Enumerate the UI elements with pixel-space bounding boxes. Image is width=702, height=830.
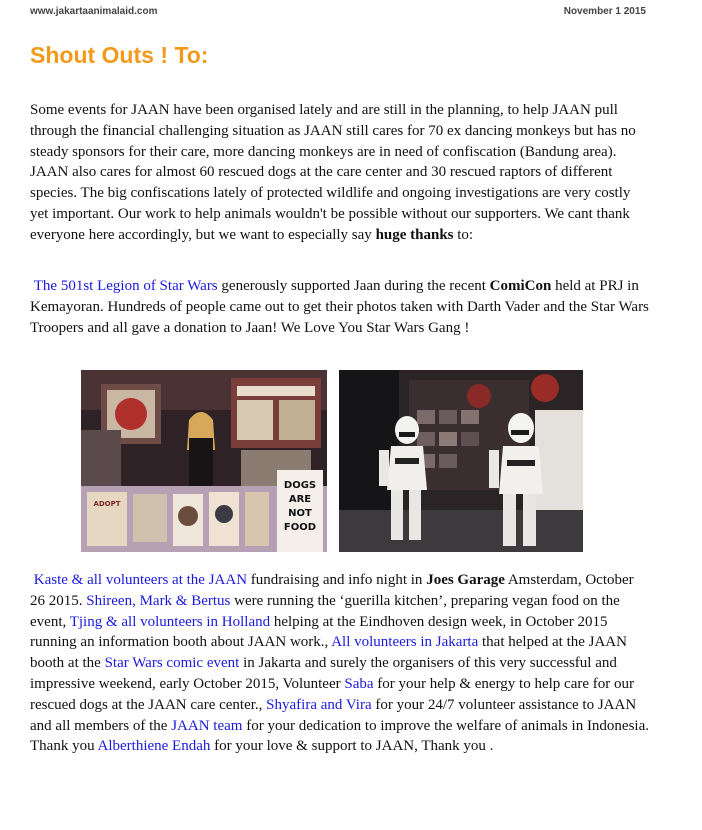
intro-end: to:: [453, 226, 474, 243]
sign-adopt: ADOPT: [93, 500, 121, 508]
intro-bold-thanks: huge thanks: [375, 226, 454, 243]
sign-dogs: DOGS: [283, 480, 317, 491]
volunteers-text-8: for your 24/7 volunteer assistance to JAAN and all members of the: [30, 696, 637, 734]
photo-jaan-booth: [81, 370, 327, 552]
starwars-bold-comicon: ComiCon: [489, 278, 552, 294]
volunteers-paragraph: [30, 570, 652, 757]
starwars-text-2: held at PRJ in Kemayoran. Hundreds of people came out to get their photos taken with Darth Vader and the Star Wars Troopers and all gave a donation to Jaan! We Love You Star Wars Gang !: [30, 278, 649, 336]
intro-paragraph: [30, 100, 652, 246]
link-501st-legion[interactable]: The 501st Legion of Star Wars: [33, 278, 218, 294]
volunteers-text-10: for your love & support to JAAN, Thank you .: [210, 738, 494, 755]
website-url[interactable]: www.jakartaanimalaid.com: [30, 6, 158, 17]
link-alberthiene-endah[interactable]: Alberthiene Endah: [97, 738, 211, 755]
starwars-paragraph: [30, 276, 652, 338]
sign-not: NOT: [288, 508, 312, 519]
volunteers-text-4: helping at the Eindhoven design week, in October 2015 running an information booth about JAAN work.,: [30, 613, 608, 651]
page-title: Shout Outs ! To:: [30, 42, 209, 68]
sign-food: FOOD: [283, 522, 317, 533]
volunteers-text-3: were running the ‘guerilla kitchen’, preparing vegan food on the event,: [30, 592, 620, 630]
link-jaan-team[interactable]: JAAN team: [171, 717, 243, 734]
link-shireen-mark-bertus[interactable]: Shireen, Mark & Bertus: [86, 592, 231, 609]
link-tjing-volunteers[interactable]: Tjing & all volunteers in Holland: [69, 613, 271, 630]
volunteers-text-7: for your help & energy to help care for our rescued dogs at the JAAN care center.,: [30, 675, 634, 713]
bold-joes-garage: Joes Garage: [426, 572, 505, 588]
volunteers-text-6: in Jakarta and surely the organisers of this very successful and impressive weekend, early October 2015, Volunteer: [30, 655, 617, 692]
link-kaste-volunteers[interactable]: Kaste & all volunteers at the JAAN: [33, 572, 248, 588]
link-shyafira-vira[interactable]: Shyafira and Vira: [266, 696, 372, 713]
volunteers-text-1: fundraising and info night in: [247, 572, 427, 588]
photo-storm-troopers: [339, 370, 583, 552]
sign-are: ARE: [288, 494, 312, 505]
link-all-volunteers-jakarta[interactable]: All volunteers in Jakarta: [331, 634, 479, 651]
volunteers-text-2: Amsterdam, October 26 2015.: [30, 572, 634, 609]
link-star-wars-comic-event[interactable]: Star Wars comic event: [104, 655, 240, 672]
starwars-text-1: generously supported Jaan during the recent: [217, 278, 490, 294]
link-saba[interactable]: Saba: [344, 675, 374, 692]
intro-text: Some events for JAAN have been organised lately and are still in the planning, to help JAAN pull through the financial challenging situation as JAAN still cares for 70 ex dancing monkeys but has no steady sponsors for their care, more dancing monkeys are in need of confiscation (Bandung area). JAAN also cares for almost 60 rescued dogs at the care center and 30 rescued raptors of different species. The big confiscations lately of protected wildlife and ongoing investigations are very costly yet important. Our work to help animals wouldn't be possible without our supporters. We cant thank everyone here accordingly, but we want to especially say: [30, 102, 636, 243]
volunteers-text-5: that helped at the JAAN booth at the: [30, 634, 627, 672]
newsletter-date: November 1 2015: [563, 6, 646, 17]
volunteers-text-9: for your dedication to improve the welfare of animals in Indonesia. Thank you: [30, 717, 650, 755]
